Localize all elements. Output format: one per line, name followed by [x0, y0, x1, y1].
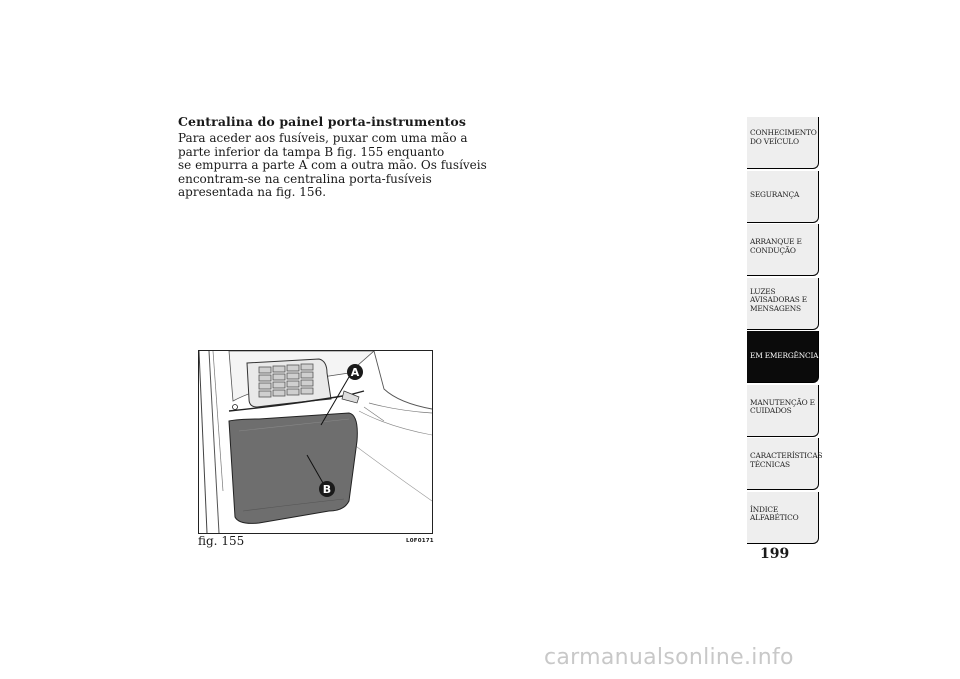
tab-label-line: MANUTENÇÃO E — [750, 397, 815, 407]
tab-label-line: CONHECIMENTO — [750, 128, 817, 137]
tab-label-line: ALFABÉTICO — [750, 513, 799, 523]
tab-label-line: DO VEÍCULO — [750, 136, 799, 146]
instruction-paragraph — [178, 131, 487, 200]
paragraph-line: parte inferior da tampa B fig. 155 enquanto — [178, 144, 445, 159]
tab-label-line: ÍNDICE — [750, 504, 779, 514]
figure-caption: fig. 155 — [198, 534, 245, 548]
callout-a-label: A — [350, 366, 360, 379]
sidebar-tab-arranque[interactable] — [747, 224, 819, 276]
watermark: carmanualsonline.info — [544, 645, 794, 670]
tab-label-line: LUZES — [750, 286, 776, 296]
paragraph-line: apresentada na fig. 156. — [178, 185, 327, 200]
sidebar-tab-conhecimento[interactable] — [747, 117, 819, 169]
tab-label-line: SEGURANÇA — [750, 189, 800, 199]
tab-label-line: AVISADORAS E — [750, 295, 807, 305]
tab-label-line: CUIDADOS — [750, 406, 792, 416]
sidebar-tab-luzes[interactable] — [747, 278, 819, 330]
tab-label-line: TÉCNICAS — [750, 459, 790, 469]
sidebar-tab-seguranca[interactable] — [747, 171, 819, 223]
paragraph-line: Para aceder aos fusíveis, puxar com uma mão a — [178, 131, 468, 145]
tab-label-line: CONDUÇÃO — [750, 245, 796, 255]
dashboard-fuse-cover-illustration — [198, 350, 433, 534]
callout-b-label: B — [322, 483, 332, 496]
paragraph-line: encontram-se na centralina porta-fusíveis — [178, 171, 432, 186]
sidebar-tab-em-emergencia[interactable] — [747, 331, 819, 383]
sidebar-tab-manutencao[interactable] — [747, 385, 819, 437]
sidebar-tab-indice[interactable] — [747, 492, 819, 544]
tab-label-line: MENSAGENS — [750, 303, 801, 313]
page-number: 199 — [760, 546, 790, 562]
tab-label-line: ARRANQUE E — [750, 237, 802, 246]
tab-label-line: EM EMERGÊNCIA — [750, 351, 819, 360]
illustration-svg — [199, 351, 432, 533]
chapter-sidebar — [747, 117, 823, 545]
figure-code: L0F0171 — [406, 538, 434, 544]
tab-label-line: CARACTERÍSTICAS — [750, 451, 823, 460]
paragraph-line: se empurra a parte A com a outra mão. Os fusíveis — [178, 158, 487, 173]
sidebar-tab-caracteristicas[interactable] — [747, 438, 823, 490]
section-title: Centralina do painel porta-instrumentos — [178, 114, 467, 129]
